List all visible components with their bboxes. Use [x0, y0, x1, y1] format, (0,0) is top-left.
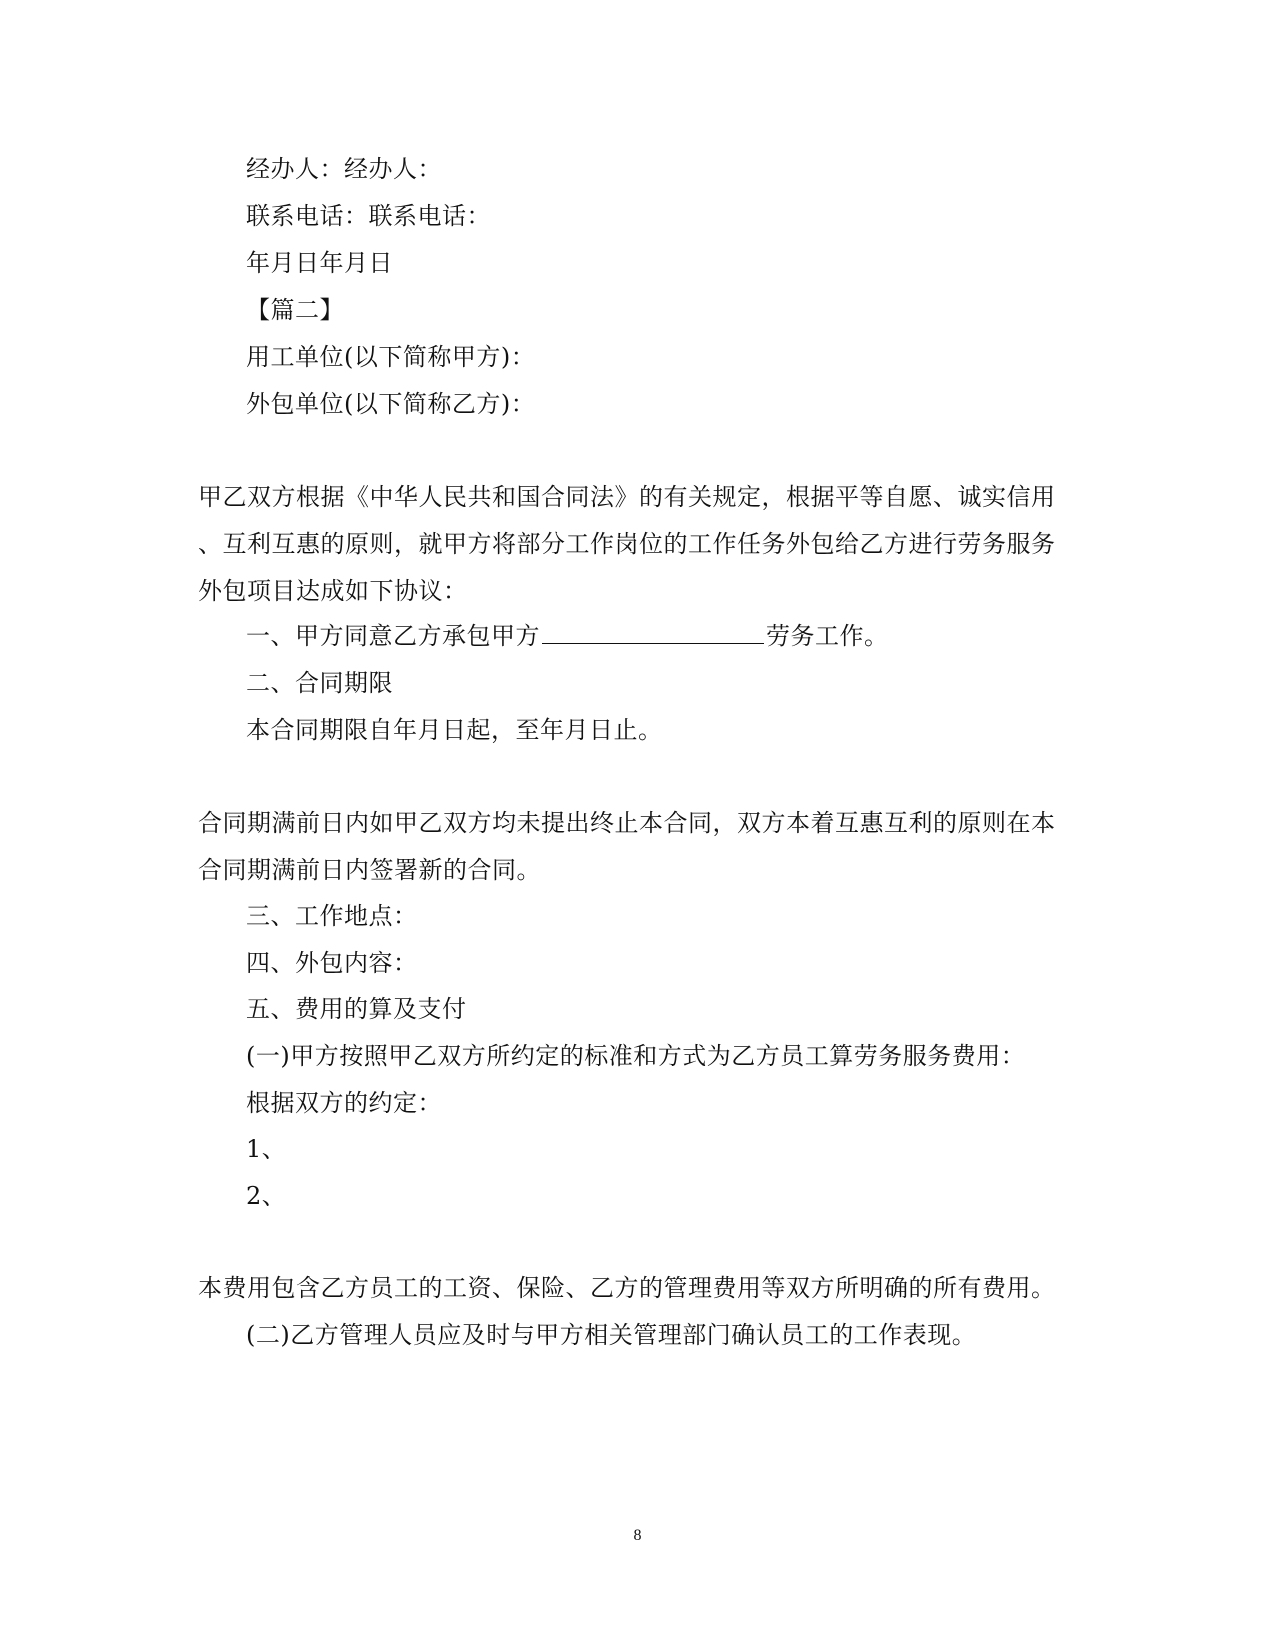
fee-includes-line: 本费用包含乙方员工的工资、保险、乙方的管理费用等双方所明确的所有费用。 — [198, 1274, 1056, 1302]
fee-clause-2: (二)乙方管理人员应及时与甲方相关管理部门确认员工的工作表现。 — [246, 1321, 977, 1349]
clause-3-line: 三、工作地点： — [246, 902, 418, 930]
fee-clause-1: (一)甲方按照甲乙双方所约定的标准和方式为乙方员工算劳务服务费用： — [246, 1042, 1026, 1070]
clause-4-line: 四、外包内容： — [246, 949, 418, 977]
preamble-line-3: 外包项目达成如下协议： — [198, 577, 468, 605]
term-line: 本合同期限自年月日起，至年月日止。 — [246, 716, 663, 744]
page-number: 8 — [633, 1527, 642, 1544]
party-b-line: 外包单位(以下简称乙方)： — [246, 390, 536, 418]
fill-in-blank — [542, 621, 764, 644]
party-a-line: 用工单位(以下简称甲方)： — [246, 343, 536, 371]
clause-1-text-after: 劳务工作。 — [766, 622, 889, 650]
agreement-line: 根据双方的约定： — [246, 1089, 442, 1117]
preamble-line-2: 、互利互惠的原则，就甲方将部分工作岗位的工作任务外包给乙方进行劳务服务 — [198, 530, 1056, 558]
clause-1-text-before: 一、甲方同意乙方承包甲方 — [246, 622, 540, 650]
list-item-2: 2、 — [246, 1182, 287, 1210]
phone-line: 联系电话：联系电话： — [246, 202, 491, 230]
renewal-line-2: 合同期满前日内签署新的合同。 — [198, 856, 541, 884]
section-heading: 【篇二】 — [246, 296, 344, 324]
clause-5-heading: 五、费用的算及支付 — [246, 995, 467, 1023]
agent-line: 经办人：经办人： — [246, 155, 442, 183]
preamble-line-1: 甲乙双方根据《中华人民共和国合同法》的有关规定，根据平等自愿、诚实信用 — [198, 483, 1056, 511]
list-item-1: 1、 — [246, 1135, 287, 1163]
clause-1-line — [246, 621, 889, 651]
clause-2-heading: 二、合同期限 — [246, 669, 393, 697]
date-line: 年月日年月日 — [246, 249, 393, 277]
renewal-line-1: 合同期满前日内如甲乙双方均未提出终止本合同，双方本着互惠互利的原则在本 — [198, 809, 1056, 837]
